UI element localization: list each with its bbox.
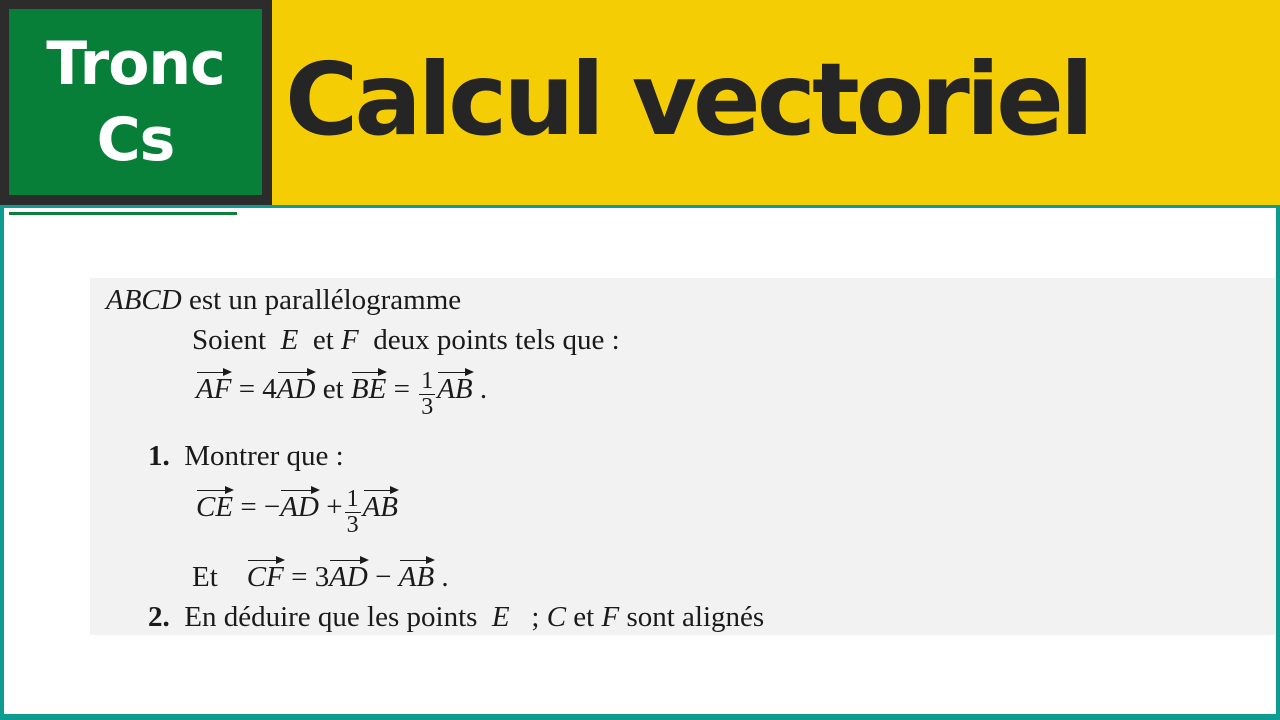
and-word: et <box>312 324 334 356</box>
point-e: E <box>491 601 510 633</box>
fraction-numerator: 1 <box>346 486 359 512</box>
vector-be: BE <box>350 373 387 406</box>
fraction-one-third <box>419 369 435 420</box>
point-f: F <box>601 601 620 633</box>
eq-3: = 3 <box>291 561 330 593</box>
and-word: et <box>322 373 344 406</box>
point-e: E <box>280 324 299 356</box>
equation-cf <box>192 561 449 594</box>
minus: − <box>375 561 392 593</box>
separator: ; <box>531 601 540 633</box>
vector-ab: AB <box>398 561 435 593</box>
vector-cf: CF <box>246 561 284 593</box>
question-1 <box>148 440 344 473</box>
plus: + <box>326 491 343 524</box>
badge-line-1: Tronc <box>46 29 225 99</box>
page-title: Calcul vectoriel <box>285 41 1091 158</box>
question-tail: sont alignés <box>626 601 765 633</box>
eq-4: = 4 <box>238 373 277 406</box>
equation-ce <box>196 484 398 538</box>
accent-line <box>9 212 237 215</box>
fraction-denominator: 3 <box>346 512 359 538</box>
vector-ad: AD <box>280 491 319 524</box>
vector-ab: AB <box>437 373 473 406</box>
fraction-numerator: 1 <box>421 368 434 394</box>
level-badge <box>9 9 262 195</box>
point-f: F <box>341 324 359 356</box>
question-number: 2. <box>148 601 170 633</box>
soient-tail: deux points tels que : <box>373 324 620 356</box>
vector-af: AF <box>196 373 232 406</box>
vector-ad: AD <box>329 561 368 593</box>
period: . <box>479 373 488 406</box>
eq-minus: = − <box>240 491 281 524</box>
intro-text: est un parallélogramme <box>188 284 462 316</box>
fraction-denominator: 3 <box>421 394 434 420</box>
vector-ab: AB <box>362 491 398 524</box>
shape-name: ABCD <box>106 284 182 316</box>
question-text: En déduire que les points <box>184 601 478 633</box>
et-word: Et <box>192 561 218 593</box>
point-c: C <box>546 601 567 633</box>
relation-line <box>196 366 488 420</box>
level-badge-frame <box>0 0 272 205</box>
vector-ce: CE <box>196 491 234 524</box>
soient-line <box>192 324 620 357</box>
and-word: et <box>573 601 595 633</box>
question-number: 1. <box>148 440 170 472</box>
question-text: Montrer que : <box>184 440 344 472</box>
question-2 <box>148 601 764 634</box>
intro-line <box>106 284 461 317</box>
header-banner <box>0 0 1280 205</box>
fraction-one-third <box>345 487 361 538</box>
period: . <box>441 561 449 593</box>
vector-ad: AD <box>276 373 316 406</box>
soient-word: Soient <box>192 324 267 356</box>
badge-line-2: Cs <box>96 105 175 175</box>
equals: = <box>393 373 410 406</box>
